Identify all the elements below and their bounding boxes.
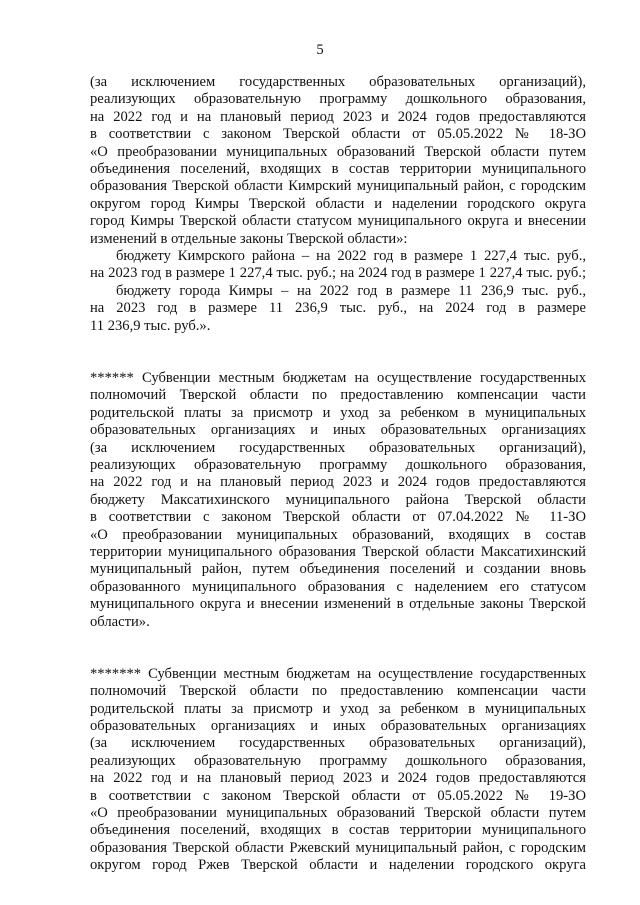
text-line: на 2022 год и на плановый период 2023 и 2024 годов предоставляются [90,108,586,125]
text-line: изменений в отдельные законы Тверской области»: [90,230,408,247]
text-line: объединения поселений, входящих в состав территории муниципального [90,822,586,839]
text-line: на 2022 год и на плановый период 2023 и 2024 годов предоставляются [90,770,586,787]
text-line: (за исключением государственных образовательных организаций), [90,74,586,90]
text-line: округом город Кимры Тверской области и наделении городского округа [90,195,586,212]
text-line: на 2023 год в размере 1 227,4 тыс. руб.; на 2024 год в размере 1 227,4 тыс. руб.; [90,265,586,282]
text-line: муниципального округа и внесении изменений в отдельные законы Тверской [90,596,586,613]
page-number: 5 [316,42,324,58]
text-line: полномочий Тверской области по предоставлению компенсации части [90,387,586,404]
text-line: (за исключением государственных образовательных организаций), [90,735,586,752]
text-line: «О преобразовании муниципальных образований Тверской области путем [90,805,586,821]
text-line: в соответствии с законом Тверской области от 07.04.2022 № 11-ЗО [90,509,586,526]
text-line: в соответствии с законом Тверской области от 05.05.2022 № 18-ЗО [90,126,586,143]
text-line: образования Тверской области Кимрский муниципальный район, с городским [90,178,586,195]
section-kimry [90,74,586,335]
document-body [90,74,586,875]
footnote-7-rzhev [90,666,586,875]
text-line: город Кимры Тверской области статусом муниципального округа и внесении [90,213,586,230]
text-line: ******* Субвенции местным бюджетам на осуществление государственных [90,665,586,682]
text-line: родительской платы за присмотр и уход за ребенком в муниципальных [90,700,586,717]
text-line: бюджету города Кимры – на 2022 год в размере 11 236,9 тыс. руб., [116,282,586,299]
text-line: полномочий Тверской области по предоставлению компенсации части [90,683,586,700]
text-line: на 2023 год в размере 11 236,9 тыс. руб., на 2024 год в размере [90,300,586,317]
text-line: объединения поселений, входящих в состав территории муниципального [90,161,586,178]
text-line: округом город Ржев Тверской области и наделении городского округа [90,857,586,874]
text-line: территории муниципального образования Тверской области Максатихинский [90,543,586,560]
text-line: образованного муниципального образования с наделением его статусом [90,578,586,595]
text-line: 11 236,9 тыс. руб.». [90,317,211,334]
text-line: реализующих образовательную программу дошкольного образования, [90,91,586,108]
text-line: образования Тверской области Ржевский муниципальный район, с городским [90,839,586,856]
text-line: ****** Субвенции местным бюджетам на осуществление государственных [90,369,586,386]
text-line: бюджету Кимрского района – на 2022 год в размере 1 227,4 тыс. руб., [116,248,586,265]
text-line: реализующих образовательную программу дошкольного образования, [90,456,586,473]
text-line: бюджету Максатихинского муниципального района Тверской области [90,491,586,508]
text-line: области». [90,613,150,630]
text-line: образовательных организациях и иных образовательных организациях [90,717,586,734]
text-line: «О преобразовании муниципальных образований, входящих в состав [90,526,586,543]
text-line: (за исключением государственных образовательных организаций), [90,439,586,456]
text-line: на 2022 год и на плановый период 2023 и 2024 годов предоставляются [90,474,586,491]
footnote-6-maksatikha [90,370,586,631]
text-line: в соответствии с законом Тверской области от 05.05.2022 № 19-ЗО [90,787,586,804]
text-line: реализующих образовательную программу дошкольного образования, [90,752,586,769]
text-line: образовательных организациях и иных образовательных организациях [90,422,586,439]
text-line: родительской платы за присмотр и уход за ребенком в муниципальных [90,404,586,421]
text-line: «О преобразовании муниципальных образований Тверской области путем [90,143,586,160]
text-line: муниципальный район, путем объединения поселений и создании вновь [90,561,586,578]
